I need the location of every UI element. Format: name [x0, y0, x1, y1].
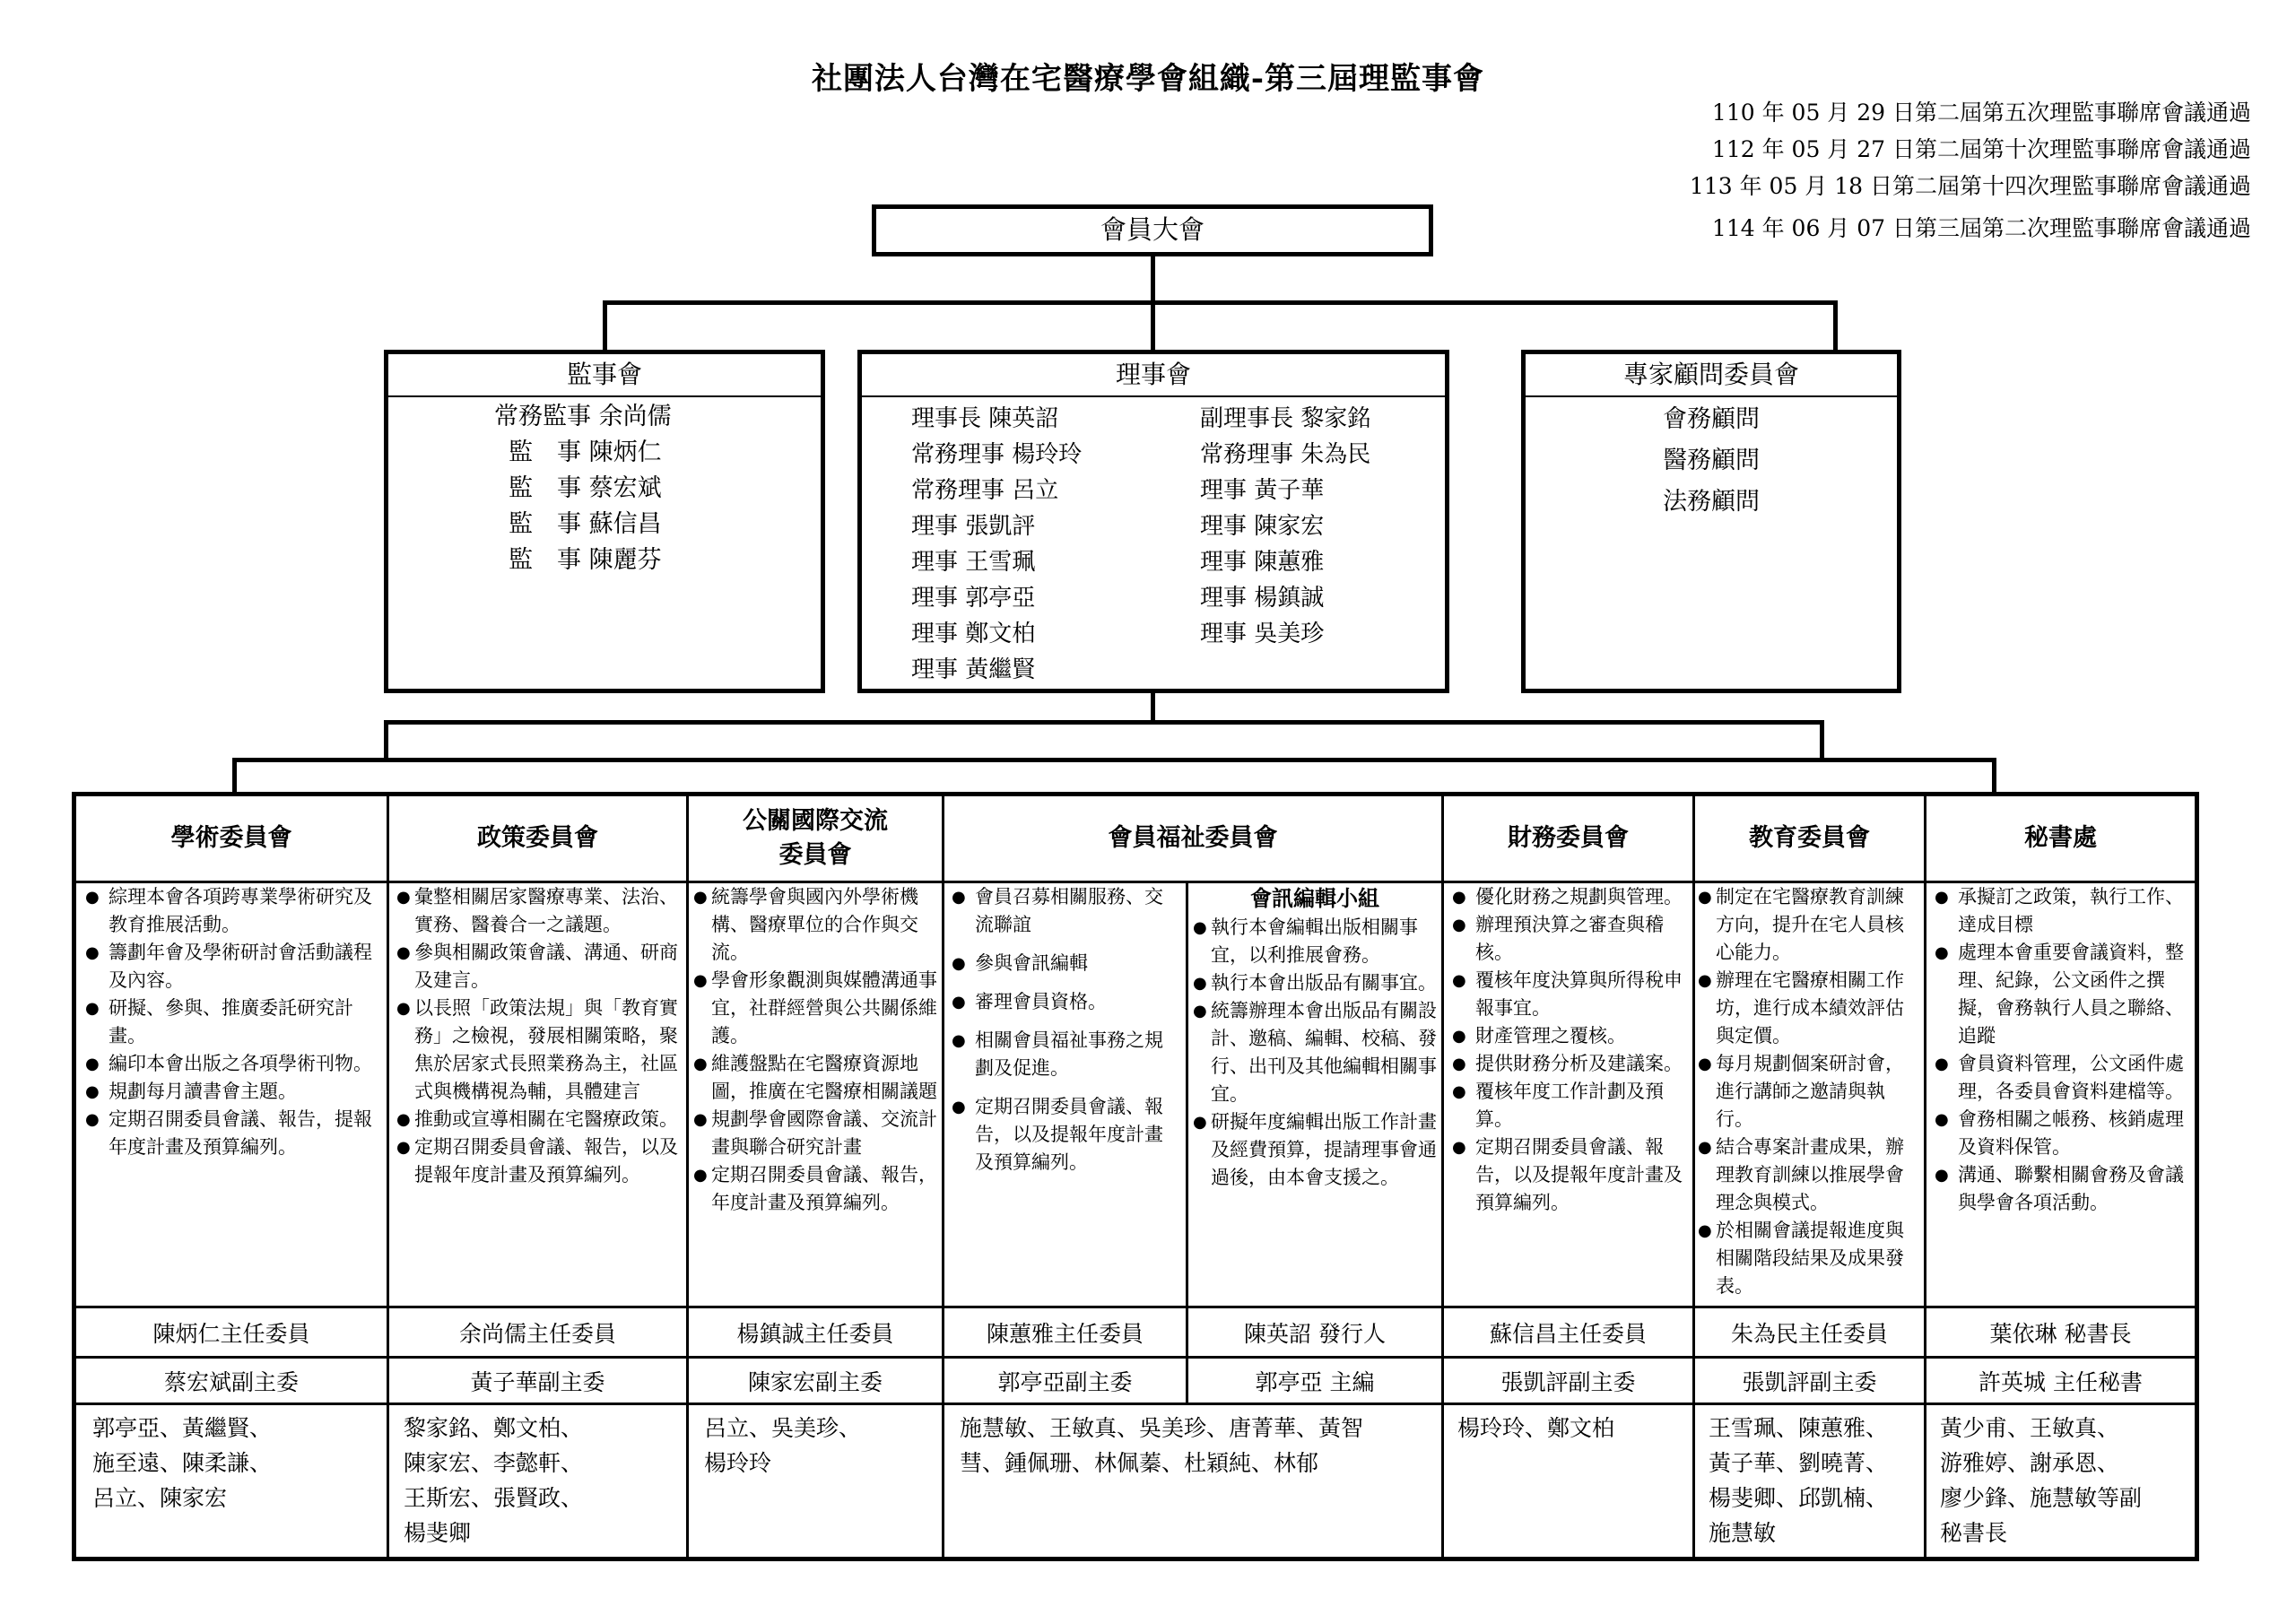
committee-header: 財務委員會 — [1508, 824, 1629, 852]
duty-item: ● 以長照「政策法規」與「教育實務」之檢視，發展相關策略，聚焦於居家式長照業務為主，社區式與機構視為輔，具體建言 — [396, 994, 682, 1106]
supervisor-member: 監 事 蘇信昌 — [509, 510, 662, 538]
duty-item: ● 執行本會編輯出版相關事宜，以利推展會務。 — [1193, 914, 1437, 969]
duty-item: ● 定期召開委員會議、報告，以及提報年度計畫及預算編列。 — [396, 1133, 682, 1189]
member-line: 王雪珮、陳蕙雅、 — [1709, 1415, 1889, 1441]
subgroup-duties — [1193, 883, 1437, 1202]
connector-line — [1151, 300, 1155, 352]
subgroup-title: 會訊編輯小組 — [1250, 885, 1379, 911]
committee-chair: 蘇信昌主任委員 — [1489, 1320, 1647, 1347]
general-assembly-box: 會員大會 — [872, 204, 1433, 256]
duty-item: ● 統籌學會與國內外學術機構、醫療單位的合作與交流。 — [693, 883, 937, 967]
duty-item: ● 參與會訊編輯 — [950, 950, 1179, 977]
connector-line — [1992, 758, 1996, 794]
member-line: 陳家宏、李懿軒、 — [404, 1450, 584, 1476]
committee-members — [404, 1405, 682, 1550]
board-member: 常務理事 朱為民 — [1200, 441, 1371, 468]
member-line: 彗、鍾佩珊、林佩蓁、杜穎純、林郁 — [960, 1450, 1319, 1476]
committee-duties — [950, 883, 1179, 1202]
member-line: 施慧敏 — [1709, 1520, 1777, 1546]
committee-chair: 葉依琳 秘書長 — [1989, 1320, 2132, 1347]
member-line: 廖少鋒、施慧敏等副 — [1940, 1485, 2143, 1511]
duty-item: ● 推動或宣導相關在宅醫療政策。 — [396, 1106, 682, 1133]
committees-table — [72, 792, 2199, 1561]
committee-header-line: 委員會 — [778, 841, 852, 869]
member-line: 黎家銘、鄭文柏、 — [404, 1415, 584, 1441]
committee-members — [960, 1405, 1439, 1481]
member-line: 楊玲玲 — [704, 1450, 772, 1476]
committee-chair: 陳蕙雅主任委員 — [986, 1320, 1144, 1347]
advisor-item: 會務顧問 — [1663, 405, 1760, 433]
connector-line — [603, 300, 607, 352]
committee-vice: 黃子華副主委 — [470, 1368, 605, 1395]
duty-item: ● 結合專案計畫成果，辦理教育訓練以推展學會理念與模式。 — [1698, 1133, 1920, 1217]
committee-header: 政策委員會 — [477, 824, 598, 852]
connector-line — [232, 758, 237, 794]
supervisor-member: 監 事 陳炳仁 — [509, 439, 662, 466]
committee-vice: 張凱評副主委 — [1500, 1368, 1636, 1395]
committee-vice: 許英城 主任秘書 — [1979, 1368, 2143, 1395]
duty-item: ● 處理本會重要會議資料，整理、紀錄，公文函件之撰擬，會務執行人員之聯絡、追蹤 — [1933, 939, 2189, 1050]
member-line: 楊玲玲、鄭文柏 — [1457, 1415, 1615, 1441]
duty-item: ● 規劃學會國際會議、交流計畫與聯合研究計畫 — [693, 1106, 937, 1161]
duty-item: ● 定期召開委員會議、報告，以及提報年度計畫及預算編列。 — [950, 1093, 1179, 1177]
table-rule — [942, 796, 944, 1557]
duty-item: ● 維護盤點在宅醫療資源地圖，推廣在宅醫療相關議題 — [693, 1050, 937, 1106]
duty-item: ● 提供財務分析及建議案。 — [1450, 1050, 1687, 1078]
duty-item: ● 覆核年度決算與所得稅申報事宜。 — [1450, 967, 1687, 1022]
duty-item: ● 制定在宅醫療教育訓練方向，提升在宅人員核心能力。 — [1698, 883, 1920, 967]
committee-header-line: 公關國際交流 — [743, 807, 888, 835]
advisor-item: 醫務顧問 — [1663, 447, 1760, 474]
subgroup-vice: 郭亭亞 主編 — [1255, 1368, 1375, 1395]
duty-item: ● 覆核年度工作計劃及預算。 — [1450, 1078, 1687, 1133]
duty-item: ● 相關會員福祉事務之規劃及促進。 — [950, 1027, 1179, 1082]
duty-item: ● 定期召開委員會議、報告，以及提報年度計畫及預算編列。 — [1450, 1133, 1687, 1217]
board-member: 常務理事 呂立 — [911, 477, 1059, 504]
committee-chair: 陳炳仁主任委員 — [152, 1320, 310, 1347]
supervisor-member: 常務監事 余尚儒 — [494, 403, 672, 430]
table-rule — [1692, 796, 1695, 1557]
connector-line — [384, 720, 1824, 725]
connector-line — [603, 300, 1838, 305]
subgroup-chair: 陳英詔 發行人 — [1244, 1320, 1386, 1347]
member-line: 游雅婷、謝承恩、 — [1940, 1450, 2120, 1476]
approval-date: 112 年 05 月 27 日第二屆第十次理監事聯席會議通過 — [1711, 136, 2251, 162]
committee-members — [1457, 1405, 1691, 1446]
duty-item: ● 彙整相關居家醫療專業、法治、實務、醫養合一之議題。 — [396, 883, 682, 939]
duty-item: ● 每月規劃個案研討會，進行講師之邀請與執行。 — [1698, 1050, 1920, 1133]
duty-item: ● 籌劃年會及學術研討會活動議程及內容。 — [83, 939, 379, 994]
committee-duties — [1698, 883, 1920, 1297]
board-member: 理事 王雪珮 — [911, 549, 1036, 576]
board-member: 理事 楊鎮誠 — [1200, 585, 1325, 612]
approval-dates — [1690, 94, 2251, 247]
connector-line — [1833, 300, 1838, 352]
connector-line — [384, 720, 388, 762]
board-member: 理事 郭亭亞 — [911, 585, 1036, 612]
member-line: 楊斐卿、邱凱楠、 — [1709, 1485, 1889, 1511]
supervisor-member: 監 事 陳麗芬 — [509, 546, 662, 574]
board-member: 理事 陳家宏 — [1200, 513, 1325, 540]
member-line: 楊斐卿 — [404, 1520, 472, 1546]
table-rule — [686, 796, 689, 1557]
approval-date: 110 年 05 月 29 日第二屆第五次理監事聯席會議通過 — [1711, 100, 2251, 126]
duty-item: ● 辦理預決算之審查與稽核。 — [1450, 911, 1687, 967]
duty-item: ● 審理會員資格。 — [950, 988, 1179, 1016]
board-member: 理事 張凱評 — [911, 513, 1036, 540]
board-member: 理事 鄭文柏 — [911, 621, 1036, 647]
supervisors-title: 監事會 — [388, 354, 821, 397]
committee-duties — [83, 883, 379, 1202]
table-rule — [1441, 796, 1444, 1557]
committee-chair: 楊鎮誠主任委員 — [736, 1320, 894, 1347]
duty-item: ● 優化財務之規劃與管理。 — [1450, 883, 1687, 911]
duty-item: ● 統籌辦理本會出版品有關設計、邀稿、編輯、校稿、發行、出刊及其他編輯相關事宜。 — [1193, 997, 1437, 1108]
board-member: 理事 黃子華 — [1200, 477, 1325, 504]
duty-item: ● 執行本會出版品有關事宜。 — [1193, 969, 1437, 997]
member-line: 施至遠、陳柔謙、 — [92, 1450, 273, 1476]
table-rule — [1924, 796, 1926, 1557]
duty-item: ● 綜理本會各項跨專業學術研究及教育推展活動。 — [83, 883, 379, 939]
committee-chair: 朱為民主任委員 — [1730, 1320, 1888, 1347]
connector-line — [1151, 256, 1155, 303]
board-members — [862, 397, 1445, 688]
committee-vice: 郭亭亞副主委 — [997, 1368, 1133, 1395]
duty-item: ● 規劃每月讀書會主題。 — [83, 1078, 379, 1106]
duty-item: ● 定期召開委員會議、報告，年度計畫及預算編列。 — [693, 1161, 937, 1217]
committee-members — [1709, 1405, 1924, 1550]
duty-item: ● 會員召募相關服務、交流聯誼 — [950, 883, 1179, 939]
approval-date: 114 年 06 月 07 日第三屆第二次理監事聯席會議通過 — [1711, 215, 2251, 241]
committee-duties — [1933, 883, 2189, 1213]
committee-vice: 蔡宏斌副主委 — [163, 1368, 299, 1395]
member-line: 郭亭亞、黃繼賢、 — [92, 1415, 273, 1441]
duty-item: ● 參與相關政策會議、溝通、研商及建言。 — [396, 939, 682, 994]
committee-header: 秘書處 — [2024, 824, 2097, 852]
committee-header: 學術委員會 — [170, 824, 292, 852]
board-member: 理事 陳蕙雅 — [1200, 549, 1325, 576]
member-line: 黃子華、劉曉菁、 — [1709, 1450, 1889, 1476]
member-line: 施慧敏、王敏真、吳美珍、唐菁華、黃智 — [960, 1415, 1364, 1441]
supervisors-box — [384, 350, 825, 693]
member-line: 王斯宏、張賢政、 — [404, 1485, 584, 1511]
duty-item: ● 學會形象觀測與媒體溝通事宜，社群經營與公共關係維護。 — [693, 967, 937, 1050]
duty-item: ● 研擬、參與、推廣委託研究計畫。 — [83, 994, 379, 1050]
duty-item: ● 於相關會議提報進度與相關階段結果及成果發表。 — [1698, 1217, 1920, 1300]
committee-header: 會員福祉委員會 — [1108, 824, 1278, 852]
table-rule — [387, 796, 389, 1557]
board-member: 理事 黃繼賢 — [911, 656, 1036, 683]
committee-duties — [396, 883, 682, 1202]
committee-duties — [693, 883, 937, 1213]
member-line: 呂立、吳美珍、 — [704, 1415, 862, 1441]
committee-vice: 張凱評副主委 — [1742, 1368, 1877, 1395]
committee-members — [704, 1405, 937, 1481]
committee-members — [1940, 1405, 2195, 1550]
duty-item: ● 會務相關之帳務、核銷處理及資料保管。 — [1933, 1106, 2189, 1161]
committee-duties — [1450, 883, 1687, 1213]
approval-date: 113 年 05 月 18 日第二屆第十四次理監事聯席會議通過 — [1689, 173, 2251, 199]
member-line: 呂立、陳家宏 — [92, 1485, 228, 1511]
duty-item: ● 編印本會出版之各項學術刊物。 — [83, 1050, 379, 1078]
supervisor-member: 監 事 蔡宏斌 — [509, 474, 662, 502]
board-box — [857, 350, 1449, 693]
duty-item: ● 會員資料管理，公文函件處理，各委員會資料建檔等。 — [1933, 1050, 2189, 1106]
advisors-title: 專家顧問委員會 — [1526, 354, 1897, 397]
page-title: 社團法人台灣在宅醫療學會組織-第三屆理監事會 — [811, 61, 1485, 97]
duty-item: ● 研擬年度編輯出版工作計畫及經費預算，提請理事會通過後，由本會支援之。 — [1193, 1108, 1437, 1192]
committee-chair: 余尚儒主任委員 — [458, 1320, 616, 1347]
committee-vice: 陳家宏副主委 — [747, 1368, 883, 1395]
member-line: 秘書長 — [1940, 1520, 2008, 1546]
board-member: 理事長 陳英詔 — [911, 405, 1059, 432]
advisors-box — [1521, 350, 1901, 693]
board-member: 副理事長 黎家銘 — [1200, 405, 1371, 432]
committee-header: 教育委員會 — [1749, 824, 1870, 852]
committee-header — [689, 796, 942, 881]
duty-item: ● 辦理在宅醫療相關工作坊，進行成本績效評估與定價。 — [1698, 967, 1920, 1050]
duty-item: ● 溝通、聯繫相關會務及會議與學會各項活動。 — [1933, 1161, 2189, 1217]
duty-item: ● 定期召開委員會議、報告，提報年度計畫及預算編列。 — [83, 1106, 379, 1161]
duty-item: ● 財產管理之覆核。 — [1450, 1022, 1687, 1050]
connector-line — [232, 758, 1996, 762]
connector-line — [1820, 720, 1824, 762]
board-title: 理事會 — [862, 354, 1445, 397]
duty-item: ● 承擬訂之政策，執行工作、達成目標 — [1933, 883, 2189, 939]
committee-members — [92, 1405, 379, 1515]
member-line: 黃少甫、王敏真、 — [1940, 1415, 2120, 1441]
board-member: 理事 吳美珍 — [1200, 621, 1325, 647]
board-member: 常務理事 楊玲玲 — [911, 441, 1083, 468]
advisor-item: 法務顧問 — [1663, 488, 1760, 516]
